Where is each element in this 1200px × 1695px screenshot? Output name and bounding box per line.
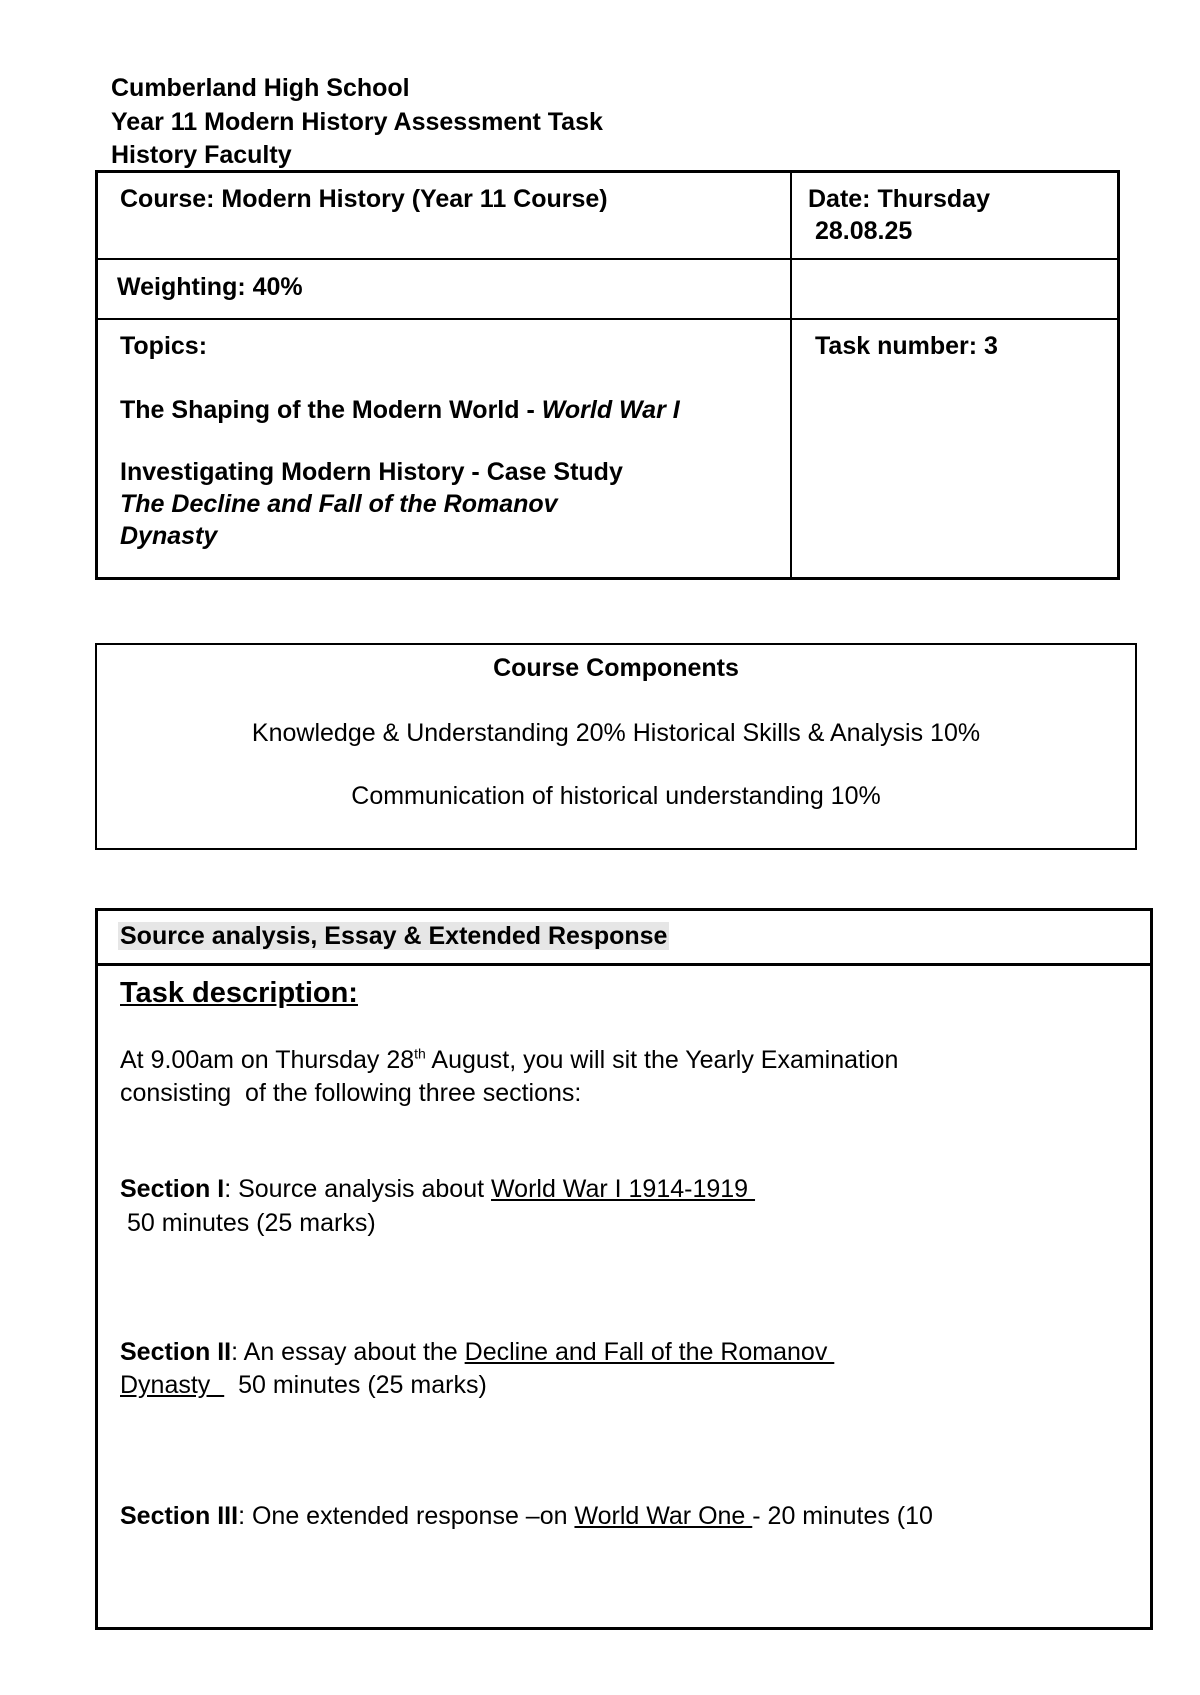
weighting-cell: Weighting: 40% — [117, 273, 303, 301]
course-cell: Course: Modern History (Year 11 Course) — [120, 185, 608, 213]
course-components-line-2: Communication of historical understanding 10% — [351, 782, 881, 810]
school-name: Cumberland High School — [111, 74, 410, 102]
section-1-time: 50 minutes (25 marks) — [120, 1209, 376, 1237]
course-components-title: Course Components — [493, 654, 739, 682]
task-box-divider — [95, 963, 1153, 966]
section-2: Section II: An essay about the Decline and Fall of the Romanov — [120, 1338, 835, 1366]
topic-2: Investigating Modern History - Case Study — [120, 458, 623, 486]
section-2-cont: Dynasty 50 minutes (25 marks) — [120, 1371, 487, 1399]
task-number: Task number: 3 — [815, 332, 998, 360]
faculty-name: History Faculty — [111, 141, 292, 169]
topic-1: The Shaping of the Modern World - World War I — [120, 396, 680, 424]
table-divider — [790, 170, 792, 580]
date-value: 28.08.25 — [815, 217, 913, 245]
task-intro-cont: consisting of the following three sections: — [120, 1079, 582, 1107]
task-description-title: Task description: — [120, 977, 358, 1009]
section-3: Section III: One extended response –on World War One - 20 minutes (10 — [120, 1502, 933, 1530]
table-divider — [95, 318, 1120, 320]
task-intro: At 9.00am on Thursday 28th August, you will sit the Yearly Examination — [120, 1045, 899, 1074]
topic-2-title: The Decline and Fall of the Romanov — [120, 490, 558, 518]
task-title: Year 11 Modern History Assessment Task — [111, 108, 603, 136]
topic-2-title-cont: Dynasty — [120, 522, 218, 550]
date-label: Date: Thursday — [808, 185, 990, 213]
task-heading: Source analysis, Essay & Extended Response — [120, 922, 668, 950]
section-1: Section I: Source analysis about World War I 1914-1919 — [120, 1175, 756, 1203]
course-components-line-1: Knowledge & Understanding 20% Historical Skills & Analysis 10% — [251, 719, 981, 747]
table-divider — [95, 258, 1120, 260]
topics-label: Topics: — [120, 332, 208, 360]
